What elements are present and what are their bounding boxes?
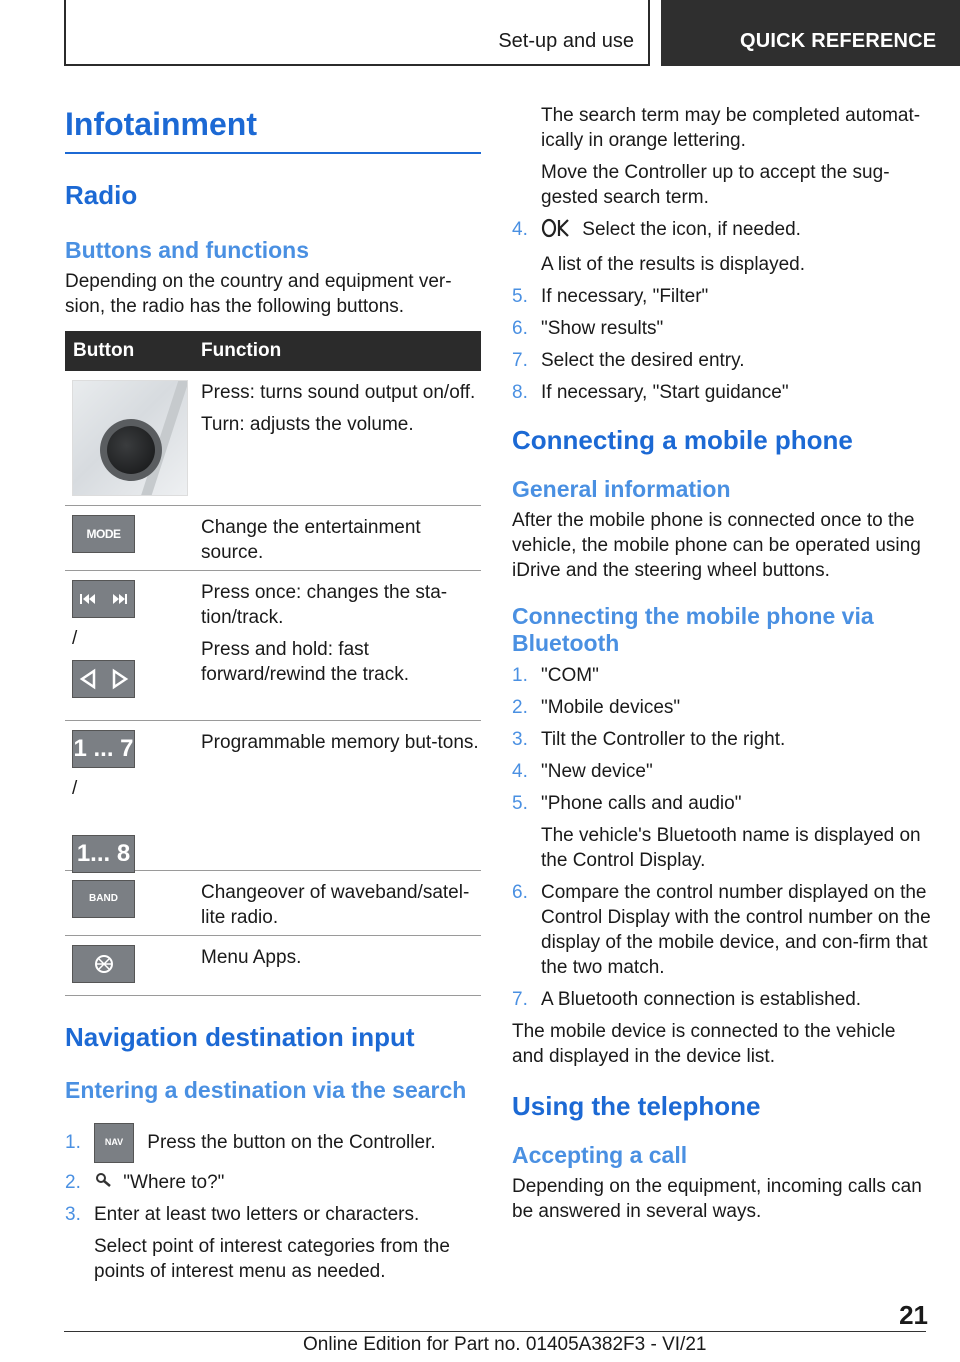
header-section-box xyxy=(64,0,650,66)
general-info-heading: General information xyxy=(512,476,731,503)
list-item: 1. NAV Press the button on the Controller. xyxy=(65,1123,481,1163)
function-text: Programmable memory but-tons. xyxy=(201,731,479,753)
section-label: Set-up and use xyxy=(498,30,634,52)
search-icon xyxy=(94,1170,114,1195)
list-item: 5. "Phone calls and audio" The vehicle's Bluetooth name is displayed on the Control Display. xyxy=(512,792,921,871)
search-steps xyxy=(65,1123,481,1284)
table-row xyxy=(65,871,481,936)
page-title: Infotainment xyxy=(65,106,257,142)
table-row xyxy=(65,721,481,871)
arrow-buttons-icon xyxy=(72,660,135,698)
left-column xyxy=(65,100,481,1291)
list-item: 2. "Mobile devices" xyxy=(512,696,681,718)
skip-track-buttons-icon xyxy=(72,580,135,618)
buttons-intro: Depending on the country and equipment ver-sion, the radio has the following buttons. xyxy=(65,270,452,317)
telephone-heading: Using the telephone xyxy=(512,1090,761,1121)
continued-text: The search term may be completed automat-ically in orange lettering. xyxy=(541,105,921,151)
footer-divider xyxy=(64,1331,926,1332)
volume-knob-image xyxy=(72,380,188,496)
col-button-header: Button xyxy=(73,339,135,361)
table-row xyxy=(65,371,481,506)
bluetooth-result-text: The mobile device is connected to the vehicle and displayed in the device list. xyxy=(512,1020,896,1067)
function-text: Changeover of waveband/satel-lite radio. xyxy=(201,881,470,928)
list-item: 3. Tilt the Controller to the right. xyxy=(512,728,786,750)
list-item: 7. A Bluetooth connection is established. xyxy=(512,988,862,1010)
accepting-call-text: Depending on the equipment, incoming calls can be answered in several ways. xyxy=(512,1175,922,1222)
continued-text: Move the Controller up to accept the sug-gested search term. xyxy=(541,162,890,208)
function-text: Press: turns sound output on/off. xyxy=(201,381,476,403)
list-item: 8. If necessary, "Start guidance" xyxy=(512,382,789,403)
function-text: Menu Apps. xyxy=(201,946,302,968)
title-divider xyxy=(65,140,481,154)
buttons-heading: Buttons and functions xyxy=(65,237,310,264)
table-row xyxy=(65,506,481,571)
band-button-icon: BAND xyxy=(72,880,135,918)
col-function-header: Function xyxy=(201,339,282,361)
list-item: 3. Enter at least two letters or characters. Select point of interest categories from the points of interest menu as needed. xyxy=(65,1204,450,1283)
buttons-table xyxy=(65,331,481,996)
list-item: 4. Select the icon, if needed. A list of the results is displayed. xyxy=(512,219,806,275)
navigation-heading: Navigation destination input xyxy=(65,1021,415,1052)
apps-button-icon xyxy=(72,945,135,983)
general-info-text: After the mobile phone is connected once to the vehicle, the mobile phone can be operated using iDrive and the steering wheel buttons. xyxy=(512,509,921,581)
footer-edition: Online Edition for Part no. 01405A382F3 - VI/21 xyxy=(303,1334,707,1355)
bluetooth-steps xyxy=(512,663,932,1012)
mode-button-icon: MODE xyxy=(72,515,135,553)
ok-icon xyxy=(541,218,571,245)
search-steps-continued xyxy=(512,217,932,405)
alternative-separator: / xyxy=(72,627,78,649)
search-heading: Entering a destination via the search xyxy=(65,1076,467,1103)
list-item: 1. "COM" xyxy=(512,664,599,686)
function-text: Press and hold: fast forward/rewind the track. xyxy=(201,638,410,685)
table-header xyxy=(65,331,481,371)
function-text: Press once: changes the sta-tion/track. xyxy=(201,581,448,628)
right-column xyxy=(512,100,932,1224)
bluetooth-heading: Connecting the mobile phone via Bluetooth xyxy=(512,602,874,656)
function-text: Change the entertainment source. xyxy=(201,516,421,563)
list-item: 6. "Show results" xyxy=(512,318,664,339)
alternative-separator: / xyxy=(72,777,78,799)
accepting-call-heading: Accepting a call xyxy=(512,1141,688,1168)
nav-button-icon: NAV xyxy=(94,1123,134,1163)
table-row xyxy=(65,936,481,996)
list-item: 2. "Where to?" xyxy=(65,1170,481,1195)
memory-buttons-1-8-icon: 1... 8 xyxy=(72,835,135,873)
list-item: 6. Compare the control number displayed on the Control Display with the control number on the display of the mobile device, and con-firm that the two match. xyxy=(512,881,931,978)
list-item: 5. If necessary, "Filter" xyxy=(512,286,709,307)
page-number: 21 xyxy=(899,1300,928,1330)
table-row xyxy=(65,571,481,721)
radio-heading: Radio xyxy=(65,180,138,210)
list-item: 4. "New device" xyxy=(512,760,653,782)
list-item: 7. Select the desired entry. xyxy=(512,350,745,371)
mobile-heading: Connecting a mobile phone xyxy=(512,425,853,455)
quick-reference-tab[interactable]: QUICK REFERENCE xyxy=(661,0,960,66)
memory-buttons-1-7-icon: 1 ... 7 xyxy=(72,730,135,768)
function-text: Turn: adjusts the volume. xyxy=(201,413,414,435)
